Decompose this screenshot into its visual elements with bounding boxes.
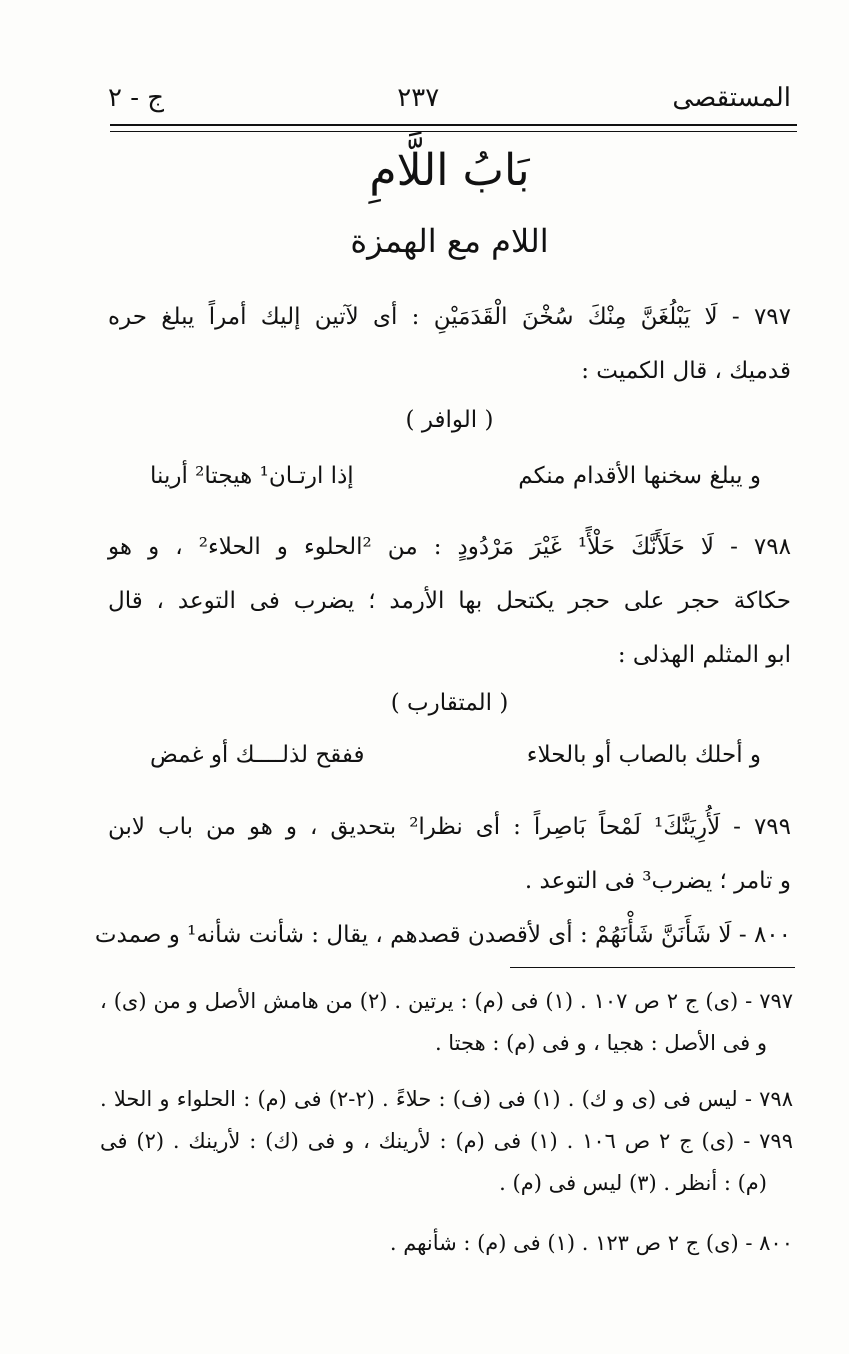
chapter-title: بَابُ اللَّامِ bbox=[369, 145, 530, 196]
book-title: المستقصى bbox=[672, 83, 791, 113]
entry-line: ابو المثلم الهذلى : bbox=[617, 642, 791, 668]
header-rule bbox=[110, 124, 797, 126]
footnote-line: ٧٩٨ - ليس فى (ى و ك) . (١) فى (ف) : حلاءً . (٢-٢) فى (م) : الحلواء و الحلا . bbox=[100, 1087, 793, 1111]
verse-hemistich-second: ففقح لذلــــك أو غمض bbox=[150, 742, 365, 768]
footnote-line: ٧٩٧ - (ى) ج ٢ ص ١٠٧ . (١) فى (م) : يرتين . (٢) من هامش الأصل و من (ى) ، bbox=[100, 989, 794, 1013]
entry-798 bbox=[108, 520, 791, 682]
entry-line: ٧٩٩ - لَأُرِيَنَّكَ¹ لَمْحاً بَاصِراً : أى نظرا² بتحديق ، و هو من باب لابن bbox=[108, 814, 791, 840]
entry-line: حكاكة حجر على حجر يكتحل بها الأرمد ؛ يضرب فى التوعد ، قال bbox=[108, 588, 791, 614]
entry-line: ٧٩٨ - لَا حَلَأَنَّكَ حَلْأً¹ غَيْرَ مَرْدُودٍ : من ²الحلوء و الحلاء² ، و هو bbox=[108, 534, 791, 560]
entry-797 bbox=[108, 290, 791, 398]
footnote-799 bbox=[100, 1120, 793, 1204]
footnote-line: ٨٠٠ - (ى) ج ٢ ص ١٢٣ . (١) فى (م) : شأنهم . bbox=[389, 1231, 793, 1255]
footnote-797 bbox=[100, 980, 793, 1064]
meter-label: ( المتقارب ) bbox=[390, 690, 509, 716]
entry-800 bbox=[94, 908, 791, 962]
entry-line: و تامر ؛ يضرب³ فى التوعد . bbox=[524, 868, 791, 894]
verse bbox=[150, 742, 761, 768]
footnote-separator bbox=[510, 967, 795, 968]
footnote-800 bbox=[100, 1222, 793, 1264]
verse-hemistich-first: و أحلك بالصاب أو بالحلاء bbox=[526, 742, 761, 768]
entry-line: قدميك ، قال الكميت : bbox=[581, 358, 791, 384]
entry-line: ٨٠٠ - لَا شَأَنَنَّ شَأْنَهُمْ : أى لأقصدن قصدهم ، يقال : شأنت شأنه¹ و صمدت bbox=[94, 922, 791, 948]
footnote-line: و فى الأصل : هجيا ، و فى (م) : هجتا . bbox=[434, 1031, 767, 1055]
verse-hemistich-first: و يبلغ سخنها الأقدام منكم bbox=[518, 463, 761, 489]
footnote-line: (م) : أنظر . (٣) ليس فى (م) . bbox=[499, 1171, 767, 1195]
entry-799 bbox=[108, 800, 791, 908]
page-number: ٢٣٧ bbox=[397, 83, 440, 113]
footnote-line: ٧٩٩ - (ى) ج ٢ ص ١٠٦ . (١) فى (م) : لأرينك ، و فى (ك) : لأرينك . (٢) فى bbox=[100, 1129, 793, 1153]
meter-label: ( الوافر ) bbox=[405, 407, 494, 433]
header-rule-thin bbox=[110, 131, 797, 132]
verse bbox=[150, 463, 761, 489]
footnote-798 bbox=[100, 1078, 793, 1120]
entry-line: ٧٩٧ - لَا يَبْلُغَنَّ مِنْكَ سُخْنَ الْقَدَمَيْنِ : أى لآتين إليك أمراً يبلغ حره bbox=[108, 304, 791, 330]
section-title: اللام مع الهمزة bbox=[350, 222, 549, 260]
verse-hemistich-second: إذا ارتـان¹ هيجتا² أرينا bbox=[150, 463, 354, 489]
running-head bbox=[108, 78, 791, 118]
volume-label: ج - ٢ bbox=[108, 83, 165, 113]
